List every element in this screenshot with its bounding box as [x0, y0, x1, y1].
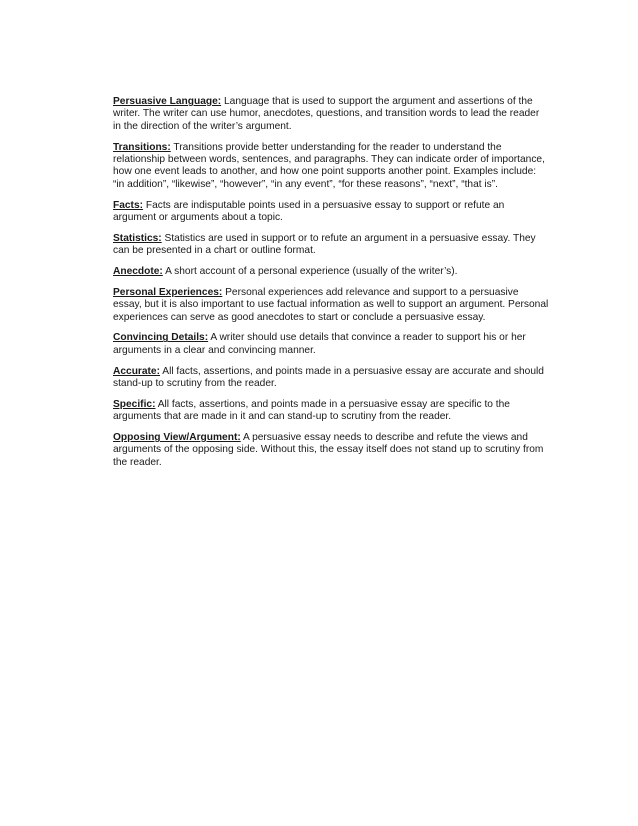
term-label: Convincing Details:: [113, 332, 209, 344]
entry-personal-experiences: [113, 287, 549, 324]
term-label: Opposing View/Argument:: [113, 432, 241, 444]
entry-opposing-view: [113, 432, 549, 469]
entry-persuasive-language: [113, 96, 549, 133]
term-definition: Transitions provide better understanding for the reader to understand the relationship between words, sentences, and paragraphs. They can indicate order of importance, how one event leads to another, and how one point supports another point. Examples include: “in addition”, “likewise”, “however”, “in any event”, “for these reasons”, “next”, “that is”.: [113, 141, 545, 190]
term-label: Transitions:: [113, 141, 171, 153]
term-definition: A persuasive essay needs to describe and refute the views and arguments of the opposing side. Without this, the essay itself does not stand up to scrutiny from the reader.: [113, 432, 544, 468]
entry-convincing-details: [113, 332, 549, 357]
term-definition: A writer should use details that convince a reader to support his or her arguments in a clear and convincing manner.: [113, 332, 526, 356]
entry-specific: [113, 399, 549, 424]
entry-accurate: [113, 366, 549, 391]
term-definition: Statistics are used in support or to refute an argument in a persuasive essay. They can be presented in a chart or outline format.: [113, 232, 536, 257]
term-definition: Facts are indisputable points used in a persuasive essay to support or refute an argument or arguments about a topic.: [113, 199, 505, 224]
term-label: Accurate:: [113, 365, 160, 377]
term-label: Persuasive Language:: [113, 96, 222, 107]
entry-transitions: [113, 142, 549, 192]
term-definition: All facts, assertions, and points made in a persuasive essay are accurate and should stand-up to scrutiny from the reader.: [113, 365, 544, 390]
term-label: Facts:: [113, 199, 144, 211]
term-label: Statistics:: [113, 232, 162, 244]
term-label: Personal Experiences:: [113, 286, 223, 298]
entry-statistics: [113, 233, 549, 258]
term-definition: Language that is used to support the argument and assertions of the writer. The writer can use humor, anecdotes, questions, and transition words to lead the reader in the direction of the writer’s argument.: [113, 96, 540, 132]
entry-facts: [113, 200, 549, 225]
term-definition: Personal experiences add relevance and support to a persuasive essay, but it is also important to use factual information as well to support an argument. Personal experiences can serve as good anecdotes to start or conclude a persuasive essay.: [113, 286, 549, 323]
entry-anecdote: [113, 266, 549, 278]
term-label: Specific:: [113, 398, 156, 410]
term-definition: All facts, assertions, and points made in a persuasive essay are specific to the arguments that are made in it and can stand-up to scrutiny from the reader.: [113, 398, 510, 423]
glossary-body: [113, 96, 549, 478]
term-label: Anecdote:: [113, 266, 163, 278]
term-definition: A short account of a personal experience (usually of the writer’s).: [162, 266, 458, 278]
